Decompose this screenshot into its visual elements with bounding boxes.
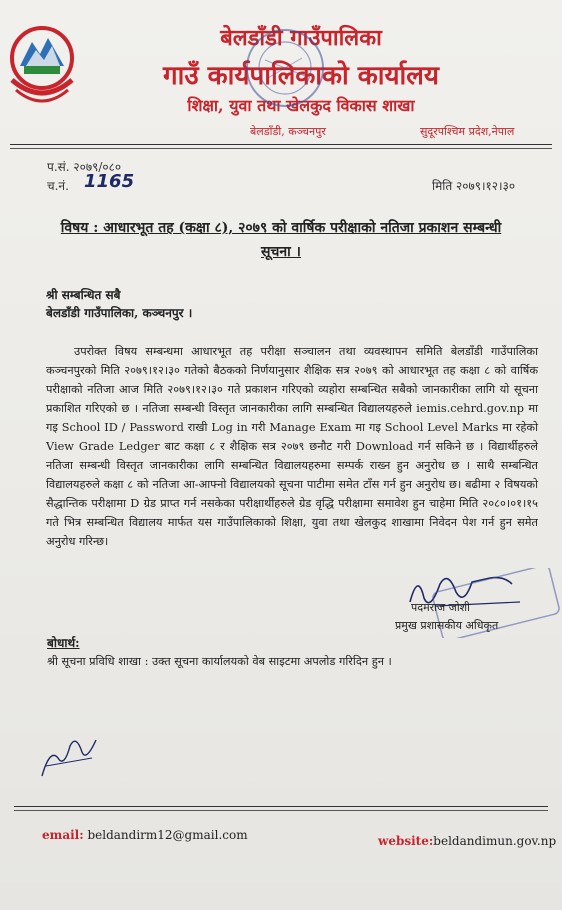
signatory-name: पदमराज जोशी	[411, 601, 471, 614]
office-stamp-icon	[240, 20, 330, 115]
branch-name: शिक्षा, युवा तथा खेलकुद विकास शाखा	[187, 96, 415, 115]
bodhartha-line: श्री सूचना प्रविधि शाखा : उक्त सूचना कार्यालयको वेब साइटमा अपलोड गरिदिन हुन ।	[47, 655, 392, 668]
email-link[interactable]: beldandirm12@gmail.com	[83, 828, 248, 842]
letter-date: मिति २०७९।१२।३०	[432, 179, 516, 193]
office-location: बेलडाँडी, कञ्चनपुर	[250, 125, 326, 138]
addressee-line-1: श्री सम्बन्धित सबै	[46, 288, 121, 302]
municipality-name: बेलडाँडी गाउँपालिका	[220, 25, 382, 51]
notice-body: उपरोक्त विषय सम्बन्धमा आधारभूत तह परीक्षा सञ्चालन तथा व्यवस्थापन समिति बेलडाँडी गाउँपालिका कञ्चनपुरको मिति २०७९।१२।३० गतेको बैठकको निर्णयानुसार शैक्षिक सत्र २०७९ को आधारभूत तह कक्षा ८ को वार्षिक परीक्षाको नतिजा आज मिति २०७९।१२।३० गते प्रकाशन गरिएको व्यहोरा सम्बन्धित सबैको जानकारीका लागि यो सूचना प्रकाशित गरिएको छ । नतिजा सम्बन्धी विस्तृत जानकारीका लागि सम्बन्धित विद्यालयहरुले iemis.cehrd.gov.np मा गइ School ID / Password राखी Log in गरी Manage Exam मा गइ School Level Marks मा रहेको View Grade Ledger बाट कक्षा ८ र शैक्षिक सत्र २०७९ छनौट गरी Download गर्न सकिने छ । विद्यार्थीहरुले नतिजा सम्बन्धी विस्तृत जानकारीका लागि सम्बन्धित विद्यालयहरुमा सम्पर्क राख्न हुन अनुरोध छ । साथै सम्बन्धित विद्यालयहरुले कक्षा ८ को नतिजा आ-आफ्नो विद्यालयको सूचना पाटीमा समेत टाँस गर्न हुन अनुरोध छ। बढीमा २ विषयको सैद्धान्तिक परीक्षामा D ग्रेड प्राप्त गर्न नसकेका परीक्षार्थीहरुले ग्रेड वृद्धि परीक्षामा समावेश हुन चाहेमा मिति २०८०।०१।१५ गते भित्र सम्बन्धित विद्यालय मार्फत यस गाउँपालिकाको शिक्षा, युवा तथा खेलकुद शाखामा निवेदन पेश गर्न हुन समेत अनुरोध गरिन्छ।	[46, 345, 538, 548]
signatory-title: प्रमुख प्रशासकीय अधिकृत	[395, 619, 499, 632]
footer-email	[42, 828, 248, 842]
header-divider	[10, 144, 552, 145]
province-name: सुदूरपश्चिम प्रदेश,नेपाल	[420, 125, 515, 138]
email-label: email:	[42, 828, 84, 842]
subject-line-2: सूचना ।	[261, 244, 301, 260]
chalani-label: च.नं.	[47, 179, 69, 193]
footer-divider	[14, 806, 548, 807]
website-link[interactable]: beldandimun.gov.np	[433, 834, 557, 848]
chalani-number: 1165	[84, 171, 135, 192]
header-divider-thin	[10, 148, 552, 149]
footer-website	[378, 834, 556, 848]
bodhartha-label: बोधार्थ:	[47, 636, 80, 650]
addressee-line-2: बेलडाँडी गाउँपालिका, कञ्चनपुर ।	[46, 306, 193, 320]
subject-line	[30, 216, 532, 264]
subject-line-1: विषय : आधारभूत तह (कक्षा ८), २०७९ को वार्षिक परीक्षाको नतिजा प्रकाशन सम्बन्धी	[60, 220, 502, 236]
website-label: website:	[378, 834, 434, 848]
office-name: गाउँ कार्यपालिकाको कार्यालय	[163, 61, 439, 91]
initial-signature-icon	[36, 728, 106, 783]
patra-sankhya: प.सं. २०७९/०८०	[47, 160, 122, 174]
footer-divider-thin	[14, 810, 548, 811]
